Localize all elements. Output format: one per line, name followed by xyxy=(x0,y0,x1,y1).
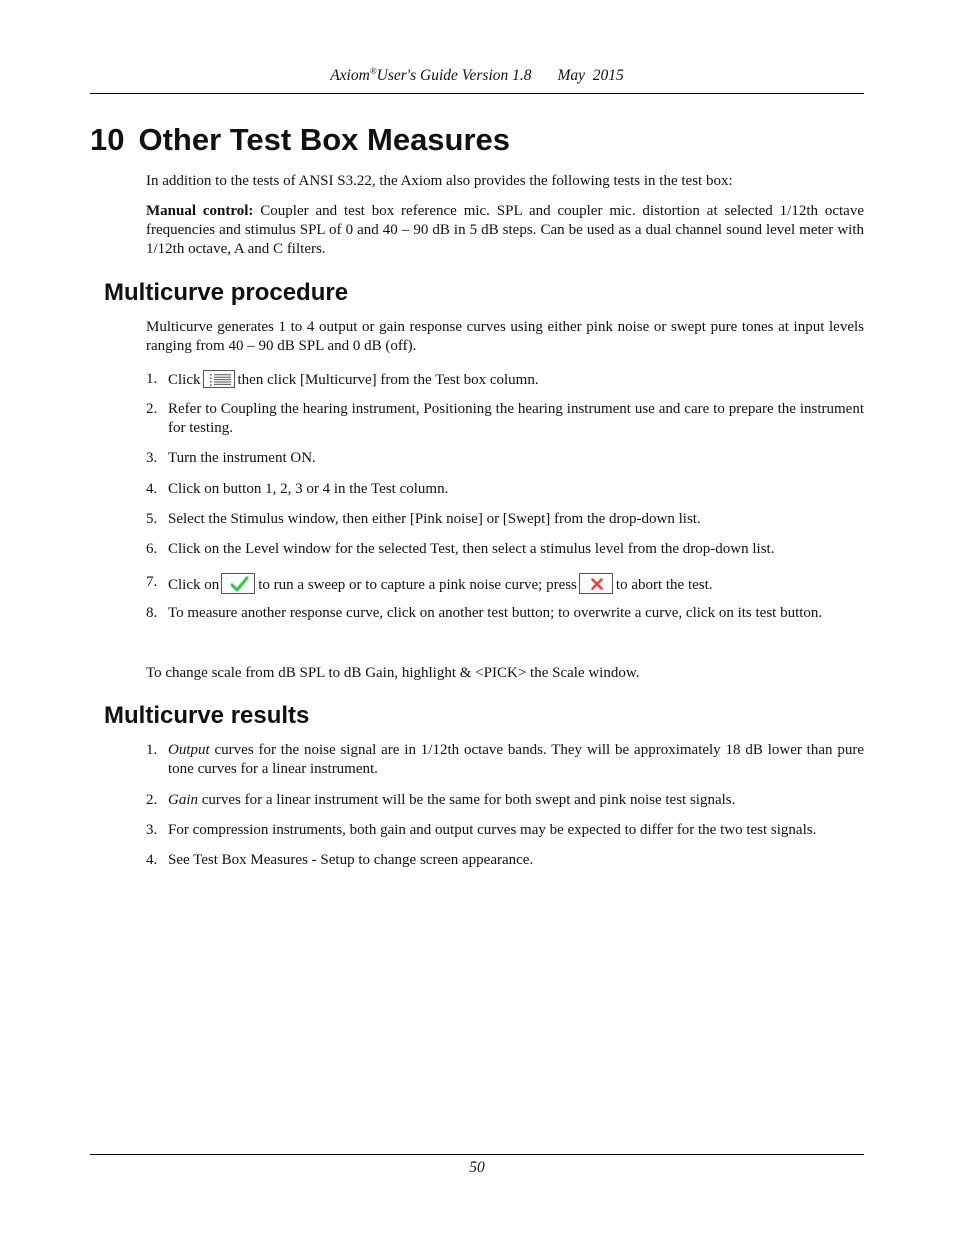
item-number: 4. xyxy=(146,481,158,497)
item-text-before: Click on xyxy=(168,577,220,593)
header-guide: User's Guide Version 1.8 xyxy=(376,67,532,84)
item-text: Refer to Coupling the hearing instrument, Positioning the hearing instrument use and care to prepare the instrument for testing. xyxy=(168,401,864,436)
chapter-number: 10 xyxy=(90,122,125,157)
list-menu-icon xyxy=(204,371,236,389)
item-text xyxy=(168,741,864,779)
item-emphasis: Output xyxy=(168,742,210,758)
item-text: Select the Stimulus window, then either [Pink noise] or [Swept] from the drop-down list. xyxy=(168,511,701,527)
page-number: 50 xyxy=(469,1159,485,1176)
item-text xyxy=(168,573,864,595)
list-item xyxy=(146,741,864,779)
list-item xyxy=(146,540,864,559)
item-text xyxy=(168,791,864,810)
item-text-body: curves for the noise signal are in 1/12th octave bands. They will be approximately 18 dB lower than pure tone curves for a linear instrument. xyxy=(168,742,864,777)
list-item xyxy=(146,604,864,623)
run-button[interactable] xyxy=(221,573,255,594)
manual-control-label: Manual control: xyxy=(146,203,254,219)
scale-note: To change scale from dB SPL to dB Gain, highlight & <PICK> the Scale window. xyxy=(146,665,640,681)
item-text-body: curves for a linear instrument will be the same for both swept and pink noise test signals. xyxy=(198,792,736,808)
list-menu-button[interactable] xyxy=(203,370,235,388)
item-text xyxy=(168,370,864,390)
item-number: 7. xyxy=(146,574,158,590)
item-text: For compression instruments, both gain and output curves may be expected to differ for the two test signals. xyxy=(168,822,817,838)
manual-control-text: Coupler and test box reference mic. SPL and coupler mic. distortion at selected 1/12th octave frequencies and stimulus SPL of 0 and 40 – 90 dB in 5 dB steps. Can be used as a dual channel sound level meter with 1/12th octave, A and C filters. xyxy=(146,203,864,257)
item-number: 3. xyxy=(146,450,158,466)
registered-mark: ® xyxy=(369,66,377,76)
checkmark-icon xyxy=(222,574,256,595)
header-date: May 2015 xyxy=(557,67,624,84)
item-text-before: Click xyxy=(168,372,201,388)
list-item xyxy=(146,449,864,468)
list-item xyxy=(146,370,864,390)
item-text-middle: to run a sweep or to capture a pink noise curve; press xyxy=(258,577,577,593)
footer-rule xyxy=(90,1154,864,1155)
list-item xyxy=(146,791,864,810)
item-number: 1. xyxy=(146,742,158,758)
manual-control-paragraph xyxy=(146,202,864,259)
item-number: 5. xyxy=(146,511,158,527)
running-header xyxy=(90,66,864,85)
item-text: Click on the Level window for the selected Test, then select a stimulus level from the drop-down list. xyxy=(168,541,775,557)
list-item xyxy=(146,510,864,529)
list-item xyxy=(146,821,864,840)
section-heading-results: Multicurve results xyxy=(104,702,310,729)
item-text-after: to abort the test. xyxy=(615,577,713,593)
list-item xyxy=(146,573,864,595)
item-number: 2. xyxy=(146,401,158,417)
header-rule xyxy=(90,93,864,94)
item-text: Turn the instrument ON. xyxy=(168,450,316,466)
header-product: Axiom xyxy=(330,67,370,84)
item-text: Click on button 1, 2, 3 or 4 in the Test column. xyxy=(168,481,449,497)
list-item xyxy=(146,851,864,870)
item-text: To measure another response curve, click on another test button; to overwrite a curve, click on its test button. xyxy=(168,605,823,621)
list-item xyxy=(146,400,864,438)
procedure-intro: Multicurve generates 1 to 4 output or gain response curves using either pink noise or swept pure tones at input levels ranging from 40 – 90 dB SPL and 0 dB (off). xyxy=(146,319,864,354)
abort-button[interactable] xyxy=(579,573,613,594)
item-text-after: then click [Multicurve] from the Test box column. xyxy=(237,372,539,388)
item-text: See Test Box Measures - Setup to change screen appearance. xyxy=(168,852,534,868)
chapter-title: Other Test Box Measures xyxy=(138,122,511,157)
item-number: 8. xyxy=(146,605,158,621)
item-number: 6. xyxy=(146,541,158,557)
item-number: 2. xyxy=(146,792,158,808)
intro-paragraph: In addition to the tests of ANSI S3.22, the Axiom also provides the following tests in the test box: xyxy=(146,173,733,189)
item-number: 1. xyxy=(146,371,158,387)
item-number: 3. xyxy=(146,822,158,838)
list-item xyxy=(146,480,864,499)
item-emphasis: Gain xyxy=(168,792,198,808)
cross-icon xyxy=(580,574,614,595)
chapter-heading xyxy=(90,122,510,158)
item-number: 4. xyxy=(146,852,158,868)
section-heading-procedure: Multicurve procedure xyxy=(104,279,349,306)
